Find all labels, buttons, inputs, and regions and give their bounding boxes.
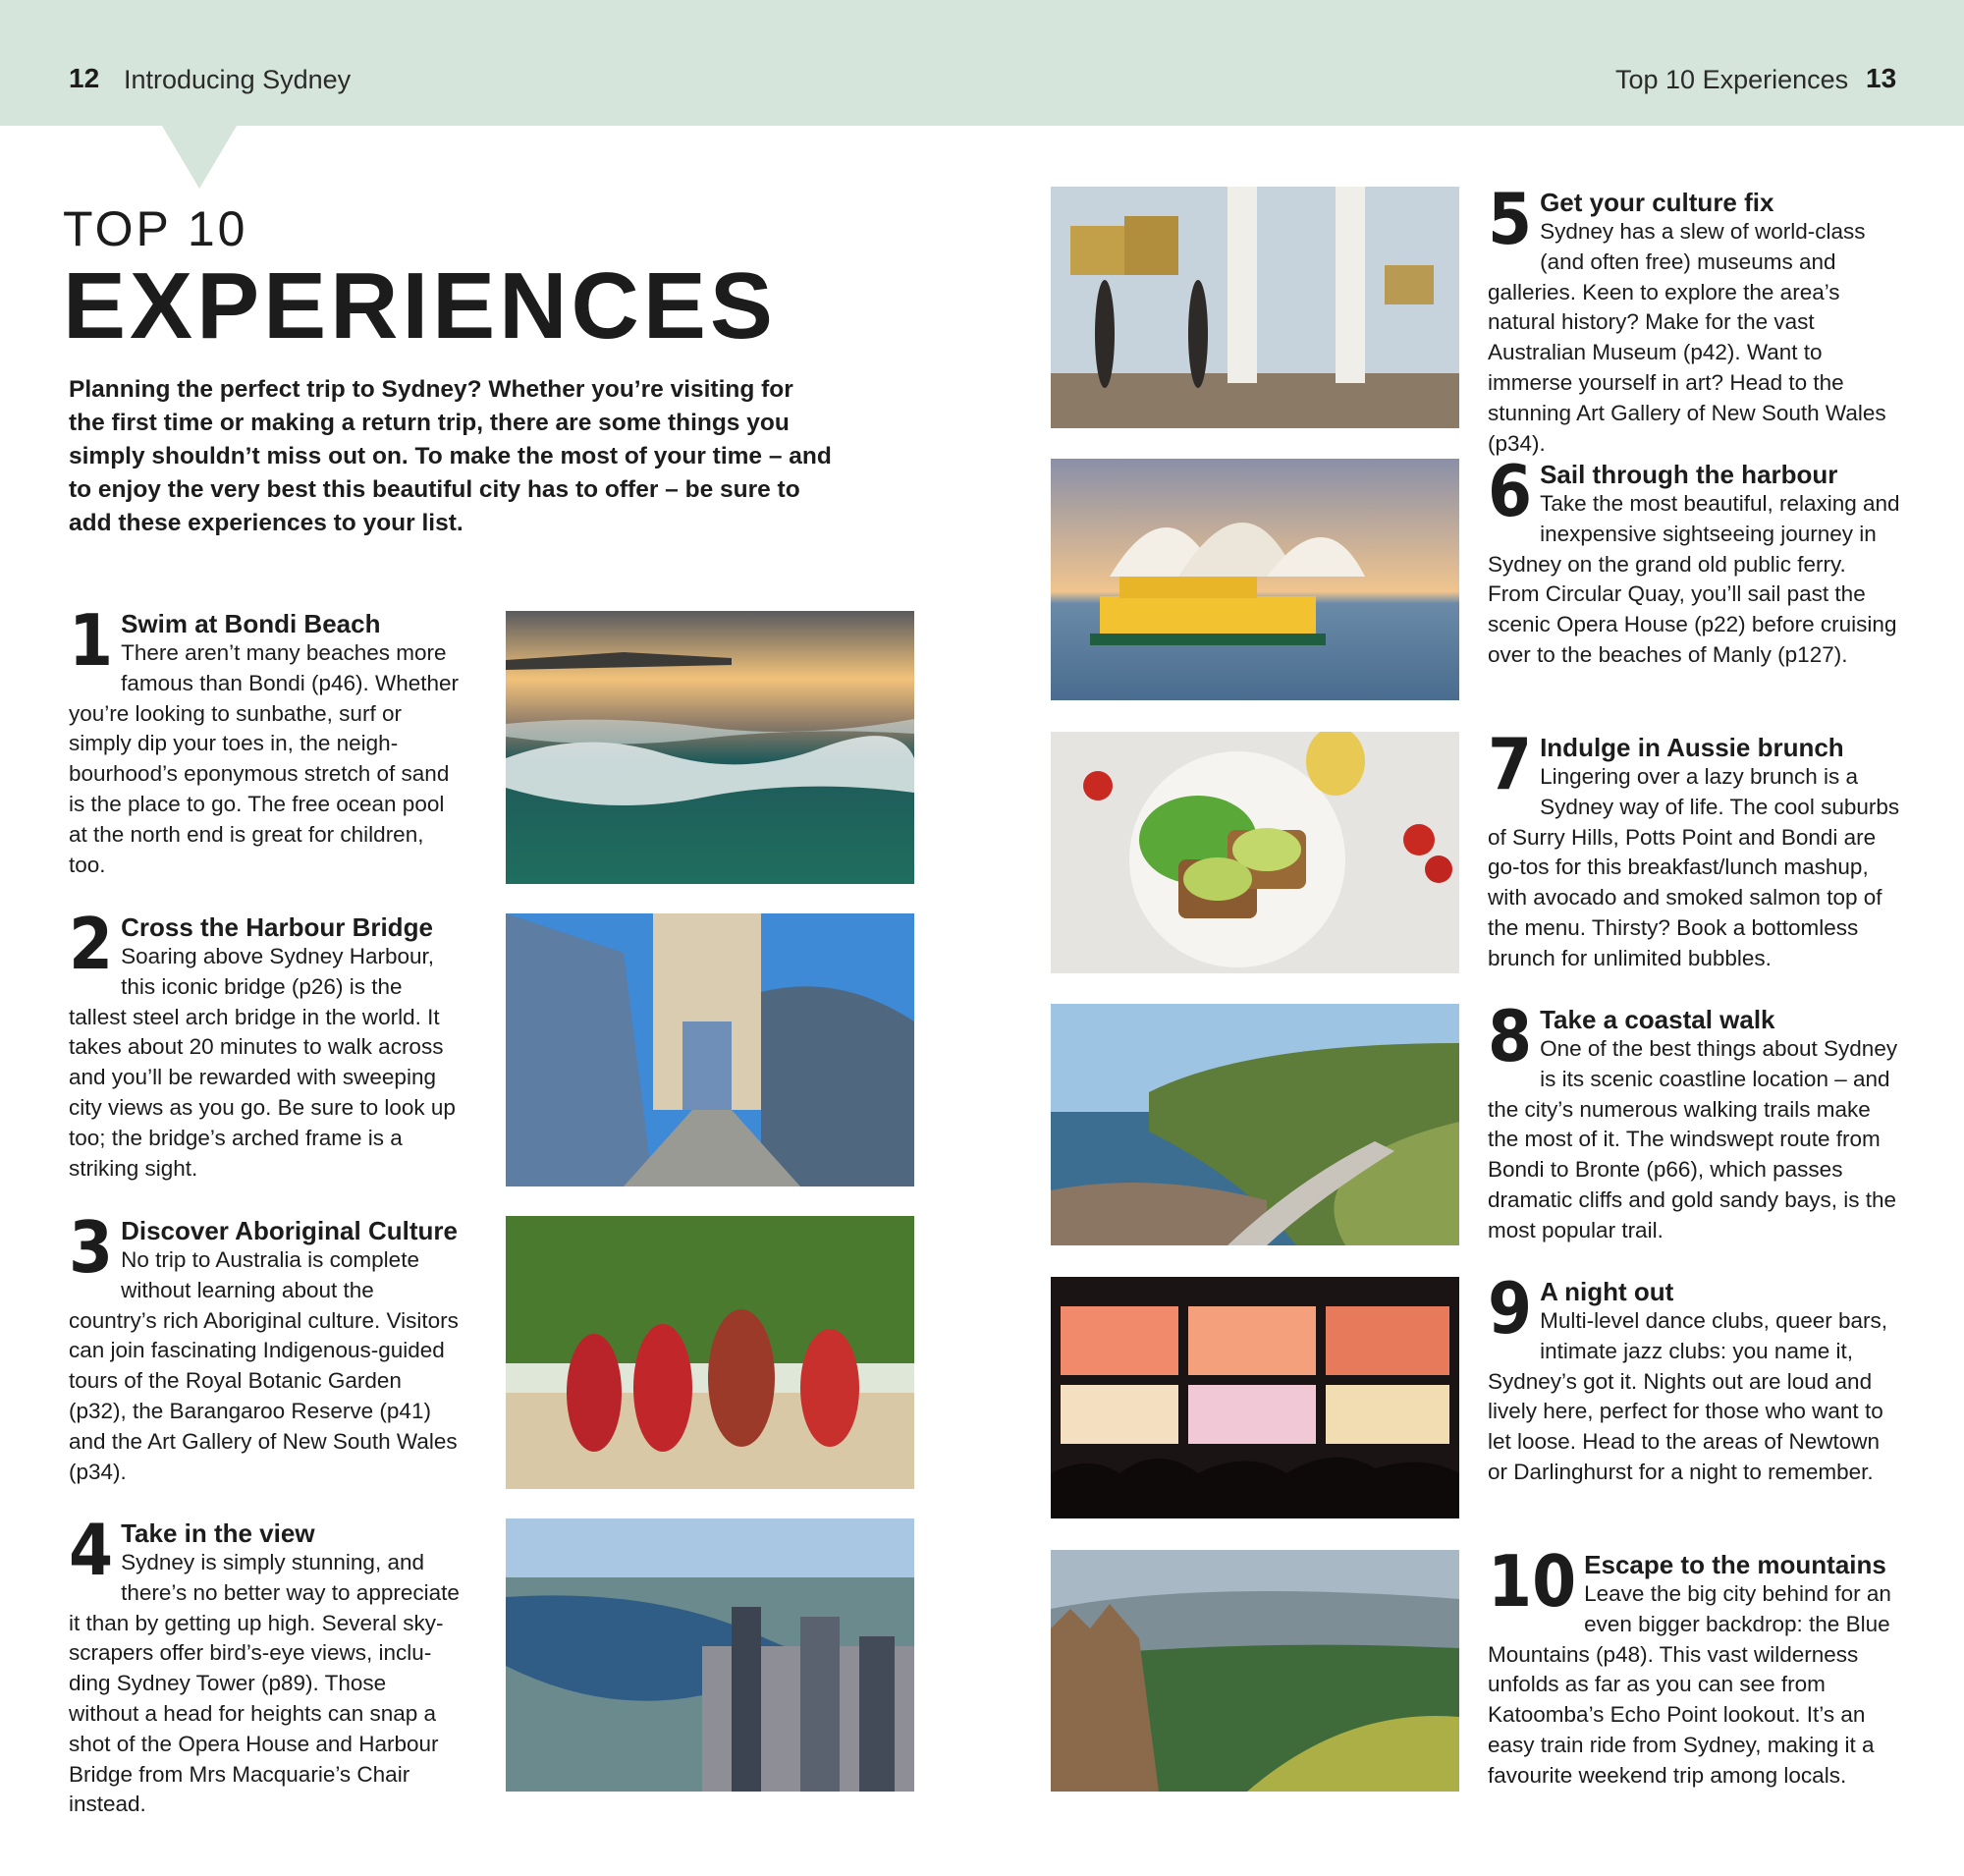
item-text: No trip to Australia is complete without learning about the country’s rich Aboriginal culture. Visitors can join fascinating Indigenous-guided tours of the Royal Botanic Garden (p32), the Barangaroo Reserve (p41) and the Art Gallery of New South Wales (p34). — [69, 1247, 459, 1484]
coastal-walk-photo — [1051, 1004, 1459, 1245]
experience-item-5 — [1488, 178, 1900, 459]
item-text: Leave the big city behind for an even bigger backdrop: the Blue Mountains (p48). This vast wilderness unfolds as far as you can see from Katoomba’s Echo Point lookout. It’s an easy train ride from Sydney, making it a favourite weekend trip among locals. — [1488, 1581, 1891, 1788]
item-text: Sydney has a slew of world-class (and often free) museums and galleries. Keen to explore the area’s natural history? Make for the vast Australian Museum (p42). Want to immerse yourself in art? Head to the stunning Art Gallery of New South Wales (p34). — [1488, 219, 1886, 456]
item-text: Lingering over a lazy brunch is a Sydney way of life. The cool suburbs of Surry Hills, Potts Point and Bondi are go-tos for this breakfast/lunch mashup, with avocado and smoked salmon top of the menu. Thirsty? Book a bottomless brunch for unlimited bubbles. — [1488, 764, 1900, 970]
item-text: There aren’t many beaches more famous than Bondi (p46). Whether you’re looking to sunbathe, surf or simply dip your toes in, the neighbourhood’s eponymous stretch of sand is the place to go. The free ocean pool at the north end is great for children, too. — [69, 640, 460, 877]
item-number: 9 — [1488, 1267, 1533, 1350]
item-title: Take in the view — [121, 1518, 315, 1548]
experience-item-7 — [1488, 723, 1900, 974]
experience-item-10 — [1488, 1540, 1900, 1792]
harbour-bridge-photo — [506, 913, 914, 1186]
item-number: 3 — [69, 1206, 114, 1289]
header-notch — [162, 126, 237, 189]
bondi-beach-photo — [506, 611, 914, 884]
item-text: Take the most beautiful, relaxing and inexpensive sightseeing journey in Sydney on the grand old public ferry. From Circular Quay, you’ll sail past the scenic Opera House (p22) before cruising over to the beaches of Manly (p127). — [1488, 491, 1900, 667]
item-number: 6 — [1488, 450, 1533, 532]
experience-item-3 — [69, 1206, 462, 1487]
item-number: 8 — [1488, 995, 1533, 1077]
item-number: 5 — [1488, 178, 1533, 260]
art-gallery-photo — [1051, 187, 1459, 428]
experience-item-4 — [69, 1509, 462, 1820]
item-title: Escape to the mountains — [1584, 1550, 1886, 1579]
item-title: Get your culture fix — [1540, 188, 1774, 217]
item-title: Cross the Harbour Bridge — [121, 912, 433, 942]
item-text: Sydney is simply stunning, and there’s no better way to appreciate it than by getting up high. Several skyscrapers offer bird’s-eye views, including Sydney Tower (p89). Those without a head for heights can snap a shot of the Opera House and Harbour Bridge from Mrs Macquarie’s Chair instead. — [69, 1550, 460, 1817]
city-aerial-photo — [506, 1518, 914, 1792]
experience-item-6 — [1488, 450, 1900, 671]
item-title: Indulge in Aussie brunch — [1540, 733, 1844, 762]
header-band — [0, 0, 1964, 126]
experience-item-8 — [1488, 995, 1900, 1246]
right-page-number: 13 — [1866, 63, 1897, 93]
blue-mountains-photo — [1051, 1550, 1459, 1792]
left-page-label: Introducing Sydney — [124, 65, 352, 94]
title-small: TOP 10 — [63, 201, 248, 256]
aboriginal-dance-photo — [506, 1216, 914, 1489]
item-number: 1 — [69, 599, 114, 682]
item-title: Sail through the harbour — [1540, 460, 1838, 489]
item-title: Take a coastal walk — [1540, 1005, 1775, 1034]
item-number: 4 — [69, 1509, 114, 1591]
item-number: 2 — [69, 903, 114, 985]
opera-house-ferry-photo — [1051, 459, 1459, 700]
item-title: Swim at Bondi Beach — [121, 609, 381, 638]
item-title: A night out — [1540, 1277, 1674, 1306]
experience-item-2 — [69, 903, 462, 1184]
item-number: 7 — [1488, 723, 1533, 805]
left-page-number: 12 — [69, 63, 100, 93]
item-text: Soaring above Sydney Harbour, this iconic bridge (p26) is the tallest steel arch bridge in the world. It takes about 20 minutes to walk across and you’ll be rewarded with sweeping city views as you go. Be sure to look up too; the bridge’s arched frame is a striking sight. — [69, 944, 456, 1181]
brunch-plate-photo — [1051, 732, 1459, 973]
experience-item-9 — [1488, 1267, 1900, 1488]
page-title: EXPERIENCES — [63, 253, 777, 359]
intro-paragraph: Planning the perfect trip to Sydney? Whether you’re visiting for the first time or making a return trip, there are some things you simply shouldn’t miss out on. To make the most of your time – and to enjoy the very best this beautiful city has to offer – be sure to add these experiences to your list. — [69, 376, 832, 536]
experience-item-1 — [69, 599, 462, 880]
right-page-label: Top 10 Experiences — [1615, 65, 1849, 94]
night-bar-photo — [1051, 1277, 1459, 1518]
item-text: One of the best things about Sydney is its scenic coastline location – and the city’s numerous walking trails make the most of it. The windswept route from Bondi to Bronte (p66), which passes dramatic cliffs and gold sandy bays, is the most popular trail. — [1488, 1036, 1898, 1242]
item-title: Discover Aboriginal Culture — [121, 1216, 458, 1245]
item-number: 10 — [1488, 1540, 1577, 1623]
item-text: Multi-level dance clubs, queer bars, intimate jazz clubs: you name it, Sydney’s got it. Nights out are loud and lively here, perfect for those who want to let loose. Head to the areas of Newtown or Darlinghurst for a night to remember. — [1488, 1308, 1888, 1484]
